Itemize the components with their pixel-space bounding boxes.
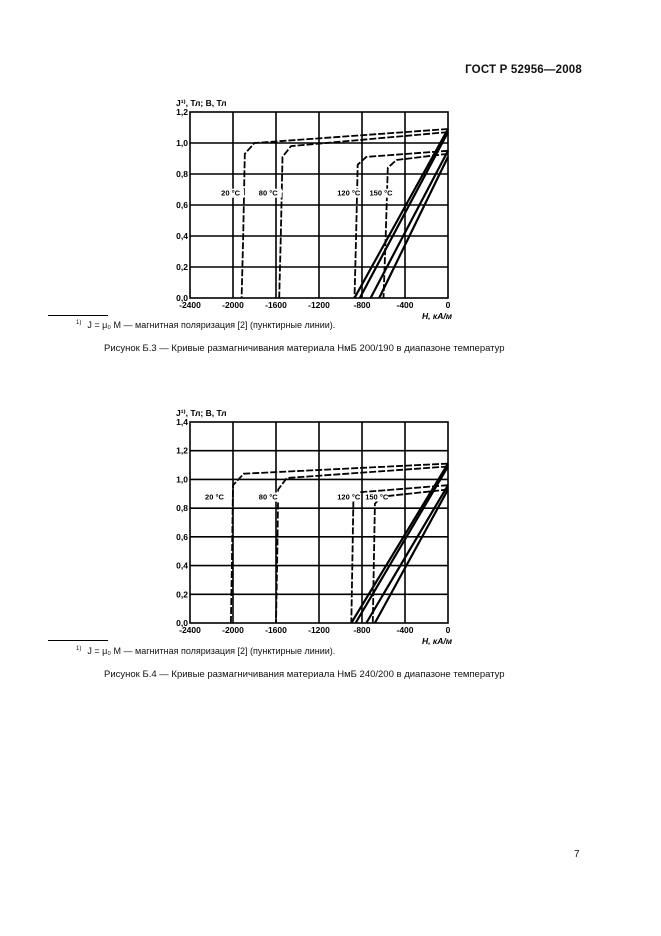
x-tick-label: -400 — [396, 300, 414, 310]
y-tick-label: 0,2 — [176, 262, 188, 272]
y-axis-label: J¹⁾, Тл; B, Тл — [176, 98, 227, 108]
polarization-curve — [242, 129, 448, 298]
temperature-label: 80 °С — [258, 492, 278, 502]
y-tick-label: 0,2 — [176, 589, 188, 600]
y-tick-label: 0,6 — [176, 200, 188, 210]
chart-svg — [170, 90, 460, 320]
temperature-label: 80 °С — [258, 188, 278, 198]
temperature-label: 20 °С — [221, 188, 241, 198]
footnote-rule — [48, 315, 108, 316]
x-axis-label: H, кА/м — [422, 311, 452, 320]
chart-svg — [170, 400, 460, 645]
x-tick-label: -1200 — [308, 300, 330, 310]
polarization-curve — [355, 151, 449, 298]
figure-caption: Рисунок Б.3 — Кривые размагничивания материала НмБ 200/190 в диапазоне температур — [104, 343, 505, 354]
y-axis-label: J¹⁾, Тл; B, Тл — [176, 408, 227, 418]
page-number: 7 — [574, 849, 580, 860]
temperature-label: 150 °С — [365, 492, 389, 502]
x-tick-label: -800 — [353, 625, 371, 635]
y-tick-label: 0,6 — [176, 531, 188, 542]
temperature-label: 120 °С — [337, 188, 361, 198]
footnote-text: J = μ₀ M — магнитная поляризация [2] (пунктирные линии). — [87, 320, 336, 330]
y-tick-label: 0,4 — [176, 560, 188, 571]
chart-b4 — [170, 400, 460, 645]
y-tick-label: 0,8 — [176, 169, 188, 179]
footnote — [76, 646, 335, 656]
y-tick-label: 1,2 — [176, 445, 188, 456]
induction-curve — [366, 485, 448, 623]
x-tick-label: 0 — [445, 300, 451, 310]
polarization-curve — [279, 132, 448, 298]
figure-caption: Рисунок Б.4 — Кривые размагничивания материала НмБ 240/200 в диапазоне температур — [104, 669, 505, 680]
x-tick-label: -2000 — [222, 625, 244, 635]
standard-header: ГОСТ Р 52956—2008 — [465, 64, 582, 76]
temperature-label: 20 °С — [205, 492, 224, 502]
induction-curve — [351, 464, 448, 623]
y-tick-label: 0,8 — [176, 503, 188, 514]
y-tick-label: 0,0 — [176, 293, 188, 303]
x-tick-label: -2000 — [222, 300, 244, 310]
x-tick-label: -400 — [396, 625, 414, 635]
footnote — [76, 320, 335, 330]
y-tick-label: 1,0 — [176, 138, 188, 148]
induction-curve — [356, 467, 448, 624]
y-tick-label: 1,2 — [176, 107, 188, 117]
y-tick-label: 0,0 — [176, 618, 188, 628]
x-tick-label: -2400 — [179, 300, 201, 310]
footnote-mark: 1) — [76, 320, 82, 326]
footnote-text: J = μ₀ M — магнитная поляризация [2] (пунктирные линии). — [87, 646, 336, 656]
x-tick-label: 0 — [445, 625, 451, 635]
x-tick-label: -1600 — [265, 625, 287, 635]
x-tick-label: -1600 — [265, 300, 287, 310]
induction-curve — [375, 490, 448, 624]
temperature-label: 120 °С — [337, 492, 361, 502]
footnote-mark: 1) — [76, 646, 82, 652]
chart-b3 — [170, 90, 460, 320]
polarization-curve — [351, 485, 448, 623]
temperature-label: 150 °С — [369, 188, 393, 198]
x-tick-label: -1200 — [308, 625, 330, 635]
induction-curve — [371, 151, 448, 298]
induction-curve — [379, 157, 448, 298]
y-tick-label: 1,4 — [176, 417, 188, 427]
y-tick-label: 0,4 — [176, 231, 188, 241]
footnote-rule — [48, 640, 108, 641]
y-tick-label: 1,0 — [176, 474, 188, 485]
x-tick-label: -2400 — [179, 625, 201, 635]
x-tick-label: -800 — [353, 300, 371, 310]
x-axis-label: H, кА/м — [422, 636, 452, 645]
